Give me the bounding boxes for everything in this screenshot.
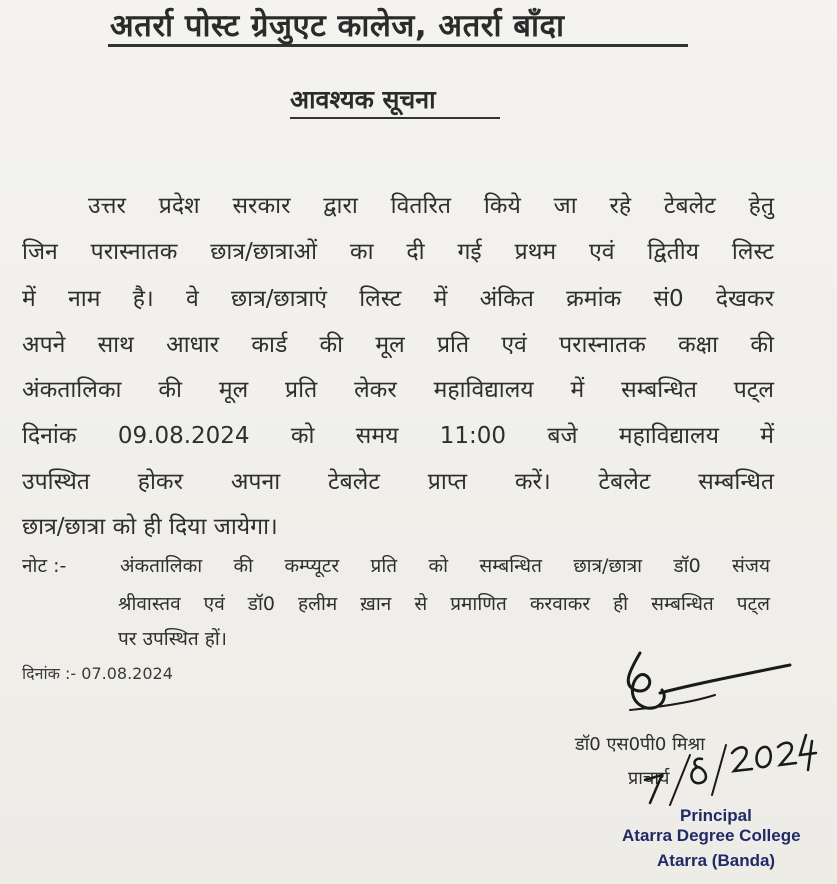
body-line: उपस्थित होकर अपना टेबलेट प्राप्त करें। टेबलेट सम्बन्धित bbox=[22, 469, 774, 495]
body-line: उत्तर प्रदेश सरकार द्वारा वितरित किये जा रहे टेबलेट हेतु bbox=[88, 193, 774, 219]
handwritten-date-icon bbox=[640, 725, 820, 810]
stamp-line: Principal bbox=[680, 806, 752, 825]
body-line: छात्र/छात्रा को ही दिया जायेगा। bbox=[22, 514, 278, 540]
body-line: दिनांक 09.08.2024 को समय 11:00 बजे महाविद्यालय में bbox=[22, 423, 774, 449]
body-line: जिन परास्नातक छात्र/छात्राओं का दी गई प्रथम एवं द्वितीय लिस्ट bbox=[22, 239, 774, 265]
signature-icon bbox=[600, 645, 800, 725]
stamp-line: Atarra Degree College bbox=[622, 826, 801, 845]
body-line: अपने साथ आधार कार्ड की मूल प्रति एवं परास्नातक कक्षा की bbox=[22, 332, 774, 358]
signatory-title: प्राचार्य bbox=[628, 768, 670, 789]
stamp-line: Atarra (Banda) bbox=[657, 851, 776, 870]
college-title: अतर्रा पोस्ट ग्रेजुएट कालेज, अतर्रा बाँदा bbox=[110, 8, 565, 44]
title-underline bbox=[108, 44, 688, 47]
body-line: में नाम है। वे छात्र/छात्राएं लिस्ट में अंकित क्रमांक सं0 देखकर bbox=[22, 286, 774, 312]
note-line: अंकतालिका की कम्प्यूटर प्रति को सम्बन्धित छात्र/छात्रा डॉ0 संजय bbox=[120, 555, 770, 577]
body-line: अंकतालिका की मूल प्रति लेकर महाविद्यालय में सम्बन्धित पट्ल bbox=[22, 377, 774, 403]
issue-date: दिनांक :- 07.08.2024 bbox=[22, 664, 173, 683]
notice-heading: आवश्यक सूचना bbox=[290, 85, 436, 114]
signatory-name: डॉ0 एस0पी0 मिश्रा bbox=[575, 734, 705, 755]
heading-underline bbox=[290, 117, 500, 119]
note-label: नोट :- bbox=[22, 555, 67, 577]
note-line: श्रीवास्तव एवं डॉ0 हलीम ख़ान से प्रमाणित करवाकर ही सम्बन्धित पट्ल bbox=[118, 593, 770, 615]
note-line: पर उपस्थित हों। bbox=[118, 628, 227, 650]
